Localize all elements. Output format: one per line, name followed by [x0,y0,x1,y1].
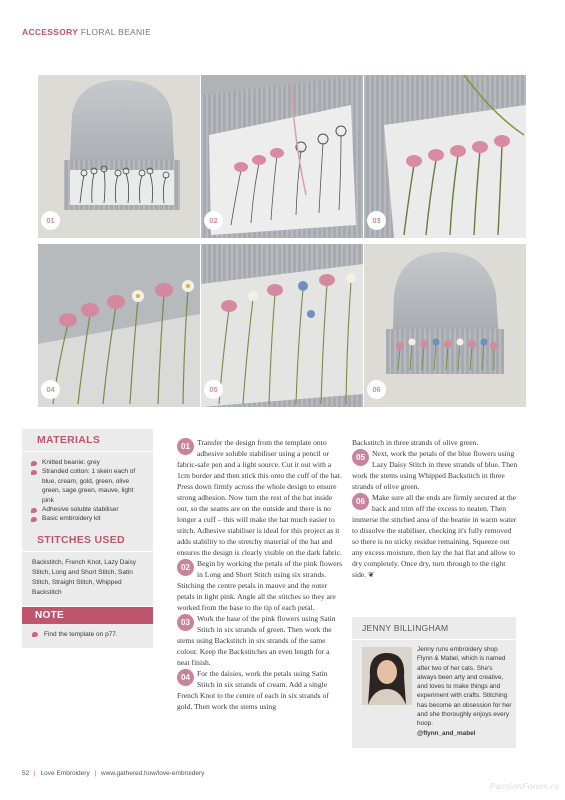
photo-number: 01 [41,211,60,230]
note-title: NOTE [22,607,153,624]
note-text: Find the template on p77. [22,624,153,648]
materials-list [22,458,153,524]
designer-bio [352,617,516,748]
materials-item: Knitted beanie: grey [30,458,143,467]
materials-item: Adhesive soluble stabiliser [30,505,143,514]
instructions-column-1 [177,437,343,712]
photo-step-02 [201,75,363,238]
note-panel [22,607,153,648]
stitches-title: STITCHES USED [37,534,125,546]
photo-step-03 [364,75,526,238]
step-continuation: Backstitch in three strands of olive green. [352,438,479,447]
materials-item: Basic embroidery kit [30,514,143,523]
materials-panel [22,429,153,532]
instruction-step [177,558,343,613]
website-link[interactable]: www.gathered.how/love-embroidery [101,770,205,777]
step-text: Transfer the design from the template onto adhesive soluble stabiliser using a pencil or fabric-safe pen and a light source. Cut it out with a 1cm border and then stick this onto the cuff of the hat. Press down firmly across the whole design to ensure strong adhesion. Now turn the rest of the hat inside out, so the seams are on the outside and there is no longer a cuff – this will make the hat much easier to stitch. Adhesive stabiliser is ideal for this project as it adds stability to the stretchy material of the hat and ensures the design is clearly visible on the dark fabric. [177,438,342,557]
magazine-name: Love Embroidery [40,770,90,777]
instruction-step [177,668,343,712]
photo-number: 06 [367,380,386,399]
topic-label: FLORAL BEANIE [80,27,152,37]
designer-name: JENNY BILLINGHAM [362,623,449,633]
photo-step-06 [364,244,526,407]
materials-item: Stranded cotton: 1 skein each of blue, cream, gold, green, olive green, sage green, mauve, light pink [30,467,143,505]
step-number: 01 [177,438,194,455]
photo-number: 02 [204,211,223,230]
bio-text: Jenny runs embroidery shop Flynn & Mabel, which is named after two of her cats. She's always been arty and creative, and loves to make things and experiment with crafts. Stitching has become an obsession for her and she thoroughly enjoys every hoop. [417,646,512,728]
designer-bio-text [417,645,512,738]
section-header [22,27,151,37]
page-footer: 52 | Love Embroidery | www.gathered.how/love-embroidery [22,770,205,777]
photo-number: 05 [204,380,223,399]
stitches-text: Backstitch, French Knot, Lazy Daisy Stitch, Long and Short Stitch, Satin Stitch, Straight Stitch, Whipped Backstitch [32,559,137,596]
photo-step-01 [38,75,200,238]
watermark: PassionForum.ru [489,781,559,791]
instruction-step [352,492,518,580]
photo-number: 03 [367,211,386,230]
page-number: 52 [22,770,30,777]
step-number: 06 [352,493,369,510]
materials-title: MATERIALS [37,434,101,446]
step-number: 03 [177,614,194,631]
section-label: ACCESSORY [22,27,79,37]
end-mark-icon: ❦ [368,570,375,579]
instructions-column-2 [352,437,518,580]
step-number: 02 [177,559,194,576]
stitches-panel [22,529,153,606]
step-number: 04 [177,669,194,686]
photo-step-04 [38,244,200,407]
instruction-step [177,437,343,558]
step-text: Next, work the petals of the blue flowers using Lazy Daisy Stitch in three strands of blue. Then work the stems using Whipped Backstitch in three strands of olive green. [352,449,518,491]
step-number: 05 [352,449,369,466]
photo-step-05 [201,244,363,407]
instruction-step [352,448,518,492]
step-text: For the daisies, work the petals using Satin Stitch in six strands of cream. Add a single French Knot to the centre of each in six strands of gold. Then work the stems using [177,669,329,711]
step-text: Work the base of the pink flowers using Satin Stitch in six strands of green. Then work the stems using Backstitch in six strands of the same colour. Keep the Backstitches an even length for a neat finish. [177,614,336,667]
designer-photo [362,647,412,705]
bio-handle: @flynn_and_mabel [417,729,476,737]
photo-number: 04 [41,380,60,399]
instruction-step [177,613,343,668]
step-text: Make sure all the ends are firmly secured at the back and trim off the excess to neaten. Then immerse the stitched area of the beanie in warm water to dissolve the stabiliser, checking it's fully removed so there is no sticky residue remaining. Squeeze out any excess moisture, then lay the hat flat and allow to dry completely. Once dry, turn through to the right side. [352,493,517,579]
step-text: Begin by working the petals of the pink flowers in Long and Short Stitch using six strands. Stitching the centre petals in mauve and the outer petals in light pink. Angle all the stitches so they are worked from the base to the tip of each petal. [177,559,343,612]
